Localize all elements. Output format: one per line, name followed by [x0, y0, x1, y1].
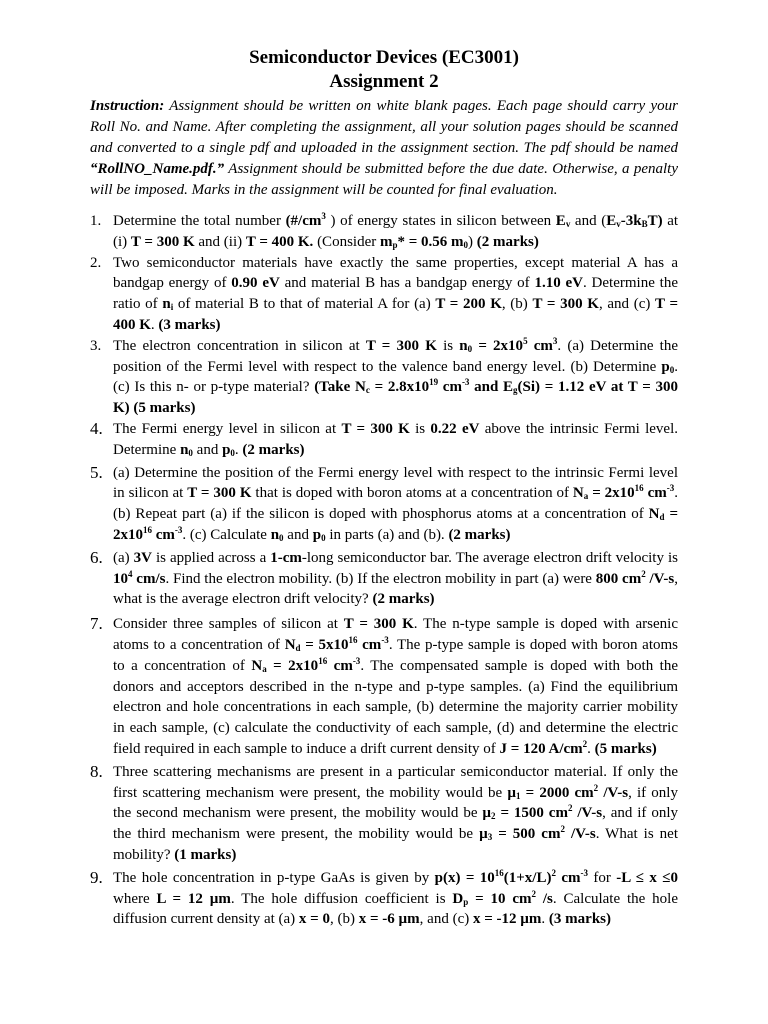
assignment-title: Assignment 2 [329, 71, 439, 92]
instruction-filename: “RollNO_Name.pdf.” [90, 161, 225, 177]
question-7: 7. Consider three samples of silicon at T = 300 K. The n-type sample is doped with arsenic atoms to a concentration of $N_d = 5x10^{16}$ $cm^{-3}$. The p-type sample is doped with boron atoms to a concentration of $N_a = 2x10^{16}$ $cm^{-3}$. The compensated sample is doped with both the donors and acceptors described in the n-type and p-type samples. (a) Find the equilibrium electron and hole concentrations in each sample, (b) determine the majority carrier mobility in each sample, (c) calculate the conductivity of each sample, (d) and determine the electric field required in each sample to induce a drift current density of J = 120 $A/cm^2$. (5 marks) [90, 614, 679, 757]
course-title: Semiconductor Devices (EC3001) [249, 47, 519, 68]
question-1: 1. Determine the total number ($\#/cm^3$ ) of energy states in silicon between $E_v$ and $(E_v-3k_BT)$ at (i) T = 300 K and (ii) T = 400 K. (Consider $m_p* = 0.56$ $m_0$) (2 marks) [90, 211, 679, 250]
instruction-text-1: Assignment should be written on white blank pages. Each page should carry your Roll No. and Name. After completing the assignment, all your solution pages should be scanned and converted to a single pdf and uploaded in the assignment section. The pdf should be named [90, 98, 678, 156]
question-number: 7. [90, 614, 103, 634]
question-4: 4. The Fermi energy level in silicon at T = 300 K is 0.22 eV above the intrinsic Fermi level. Determine $n_0$ and $p_0$. (2 marks) [90, 418, 678, 458]
question-number: 9. [90, 867, 103, 887]
question-list [90, 211, 678, 930]
question-number: 4. [90, 418, 103, 438]
question-2: 2. Two semiconductor materials have exactly the same properties, except material A has a bandgap energy of 0.90 eV and material B has a bandgap energy of 1.10 eV. Determine the ratio of $n_i$ of material B to that of material A for (a) T = 200 K, (b) T = 300 K, and (c) T = 400 K. (3 marks) [90, 254, 679, 333]
instruction-paragraph [90, 96, 678, 201]
question-3: 3. The electron concentration in silicon at T = 300 K is $n_0 = 2x10^5$ $cm^3$. (a) Determine the position of the Fermi level with respect to the valence band energy level. (b) Determine $p_0$. (c) Is this n- or p-type material? (Take $N_c = 2.8x10^{19}$ $cm^{-3}$ and $E_g(Si) = 1.12$ eV at T = 300 K) (5 marks) [90, 335, 678, 417]
question-8: 8. Three scattering mechanisms are present in a particular semiconductor material. If only the first scattering mechanism were present, the mobility would be µ$_1$ = 2000 $cm^2$ /V-s, if only the second mechanism were present, the mobility would be µ$_2$ = 1500 $cm^2$ /V-s, and if only the third mechanism were present, the mobility would be µ$_3$ = 500 $cm^2$ /V-s. What is net mobility? (1 marks) [90, 761, 678, 863]
question-number: 2. [90, 254, 102, 271]
question-number: 1. [90, 213, 102, 229]
question-number: 6. [90, 547, 103, 567]
question-6: 6. (a) 3V is applied across a 1-cm-long semiconductor bar. The average electron drift velocity is $10^4$ cm/s. Find the electron mobility. (b) If the electron mobility in part (a) were 800 $cm^2$ /V-s, what is the average electron drift velocity? (2 marks) [90, 547, 678, 608]
question-number: 8. [90, 761, 103, 781]
question-number: 5. [90, 462, 103, 482]
question-9: 9. The hole concentration in p-type GaAs is given by $p(x) = 10^{16}(1+x/L)^2$ $cm^{-3}$ for -L ≤ x ≤0 where L = 12 µm. The hole diffusion coefficient is $D_p = 10$ $cm^2$ /s. Calculate the hole diffusion current density at (a) x = 0, (b) x = -6 µm, and (c) x = -12 µm. (3 marks) [90, 867, 678, 928]
question-number: 3. [90, 337, 102, 354]
question-5: 5. (a) Determine the position of the Fermi energy level with respect to the intrinsic Fermi level in silicon at T = 300 K that is doped with boron atoms at a concentration of $N_a = 2x10^{16}$ $cm^{-3}$. (b) Repeat part (a) if the silicon is doped with phosphorus atoms at a concentration of $N_d = 2x10^{16}$ $cm^{-3}$. (c) Calculate $n_0$ and $p_0$ in parts (a) and (b). (2 marks) [90, 462, 678, 543]
instruction-label: Instruction: [90, 98, 165, 114]
instruction-text-2: Assignment should be submitted before the due date. Otherwise, a penalty will be imposed. Marks in the assignment will be counted for final evaluation. [90, 161, 679, 198]
